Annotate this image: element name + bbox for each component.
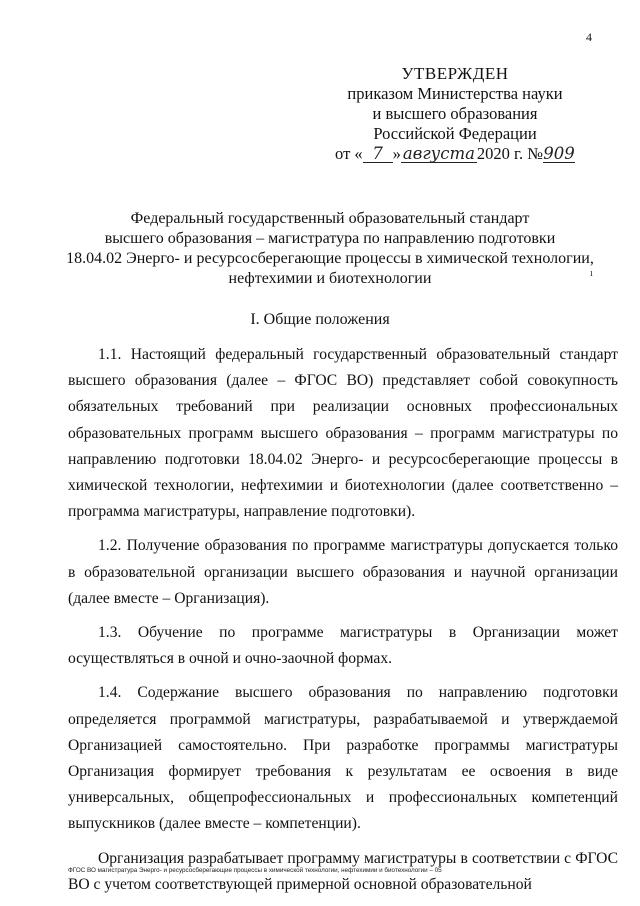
body-text — [68, 342, 618, 906]
paragraph-1-2: 1.2. Получение образования по программе магистратуры допускается только в образовательной организации высшего образования и научной организации (далее вместе – Организация). — [68, 537, 618, 607]
paragraph-1-1: 1.1. Настоящий федеральный государственный образовательный стандарт высшего образования (далее – ФГОС ВО) представляет собой совокупность обязательных требований при реализации основных профессиональных образовательных программ высшего образования – программ магистратуры по направлению подготовки 18.04.02 Энерго- и ресурсосберегающие процессы в химической технологии, нефтехимии и биотехнологии (далее соответственно – программа магистратуры, направление подготовки). — [68, 346, 618, 521]
approval-heading: УТВЕРЖДЕН — [401, 64, 509, 83]
approval-line-2: и высшего образования — [372, 104, 538, 123]
section-heading: I. Общие положения — [250, 311, 390, 328]
corner-mark: 4 — [586, 30, 592, 44]
handwritten-number: 909 — [543, 144, 575, 163]
approval-line-3: Российской Федерации — [373, 124, 537, 143]
handwritten-day: 7 — [363, 146, 393, 163]
standard-title — [60, 209, 600, 289]
handwritten-month: августа — [402, 144, 475, 163]
paragraph-1-4-cont: Организация разрабатывает программу магистратуры в соответствии с ФГОС ВО с учетом соответствующей примерной основной образовательной — [68, 849, 618, 893]
title-line-4: нефтехимии и биотехнологии — [228, 270, 432, 287]
date-year: 2020 г. № — [476, 144, 543, 163]
paragraph-1-3: 1.3. Обучение по программе магистратуры в Организации может осуществляться в очной и очно-заочной формах. — [68, 624, 618, 668]
date-prefix: от « — [335, 144, 363, 163]
paragraph-1-4: 1.4. Содержание высшего образования по направлению подготовки определяется программой магистратуры, разрабатываемой и утверждаемой Организацией самостоятельно. При разработке программы магистратуры Организация формирует требования к результатам ее освоения в виде универсальных, общепрофессиональных и профессиональных компетенций выпускников (далее вместе – компетенции). — [68, 684, 618, 833]
approval-line-1: приказом Министерства науки — [347, 84, 563, 103]
approval-block — [330, 64, 580, 164]
approval-date-line — [330, 144, 580, 164]
title-line-3: 18.04.02 Энерго- и ресурсосберегающие процессы в химической технологии, — [66, 250, 594, 267]
title-line-1: Федеральный государственный образовательный стандарт — [130, 210, 530, 227]
margin-mark: ı — [590, 268, 593, 279]
page-footer: ФГОС ВО магистратура Энерго- и ресурсосберегающие процессы в химической технологии, нефтехимии и биотехнологии – 05 — [68, 867, 442, 874]
title-line-2: высшего образования – магистратура по направлению подготовки — [104, 230, 556, 247]
date-mid: » — [392, 144, 401, 163]
